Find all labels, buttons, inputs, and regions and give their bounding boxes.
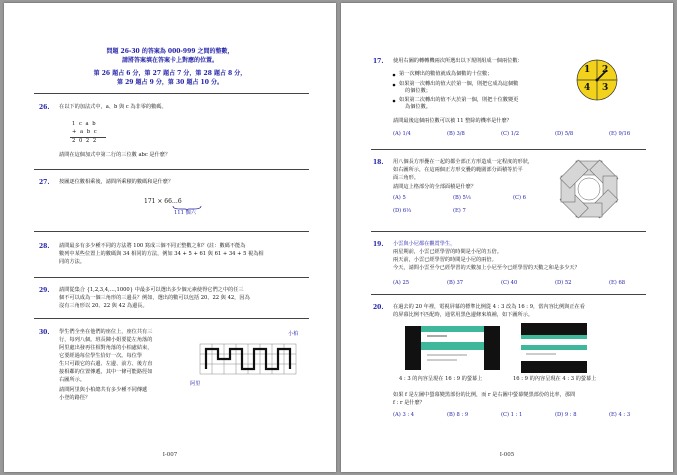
q27-expression: 171 × 66…6 [144, 198, 182, 205]
q26-question: 請問在這個加式中第二行的三位數 abc 是什麼？ [59, 152, 171, 158]
q17-question: 請問最後這個兩位數可以被 11 整除的機率是什麼？ [393, 118, 512, 124]
q18-option-a: (A) 5 [393, 195, 406, 201]
left-page [4, 3, 336, 472]
q18-option-b: (B) 5⅓ [453, 195, 471, 201]
q19-line2: 兩星期前，小雲已經學習的時間是小尼的五倍。 [393, 249, 502, 255]
q20-line4: f : r 是什麼？ [393, 400, 425, 406]
q28-line3: 同的方法。 [59, 259, 85, 265]
caption-standard: 16 : 9 的內容呈現在 4 : 3 的螢幕上 [513, 376, 597, 382]
q17-bullet1: 第一次轉出的數值就成為個數的十位數； [399, 71, 493, 77]
q30-line2: 行，每列八個。班長陳小姐要從左角落的 [59, 337, 153, 343]
page-number: I-007 [162, 452, 178, 458]
header-line-3: 第 26 題占 6 分，第 27 題占 7 分，第 28 題占 8 分， [93, 70, 247, 77]
q19-option-e: (E) 68 [609, 280, 626, 286]
q19-line1: 小雲與小尼都在觀賞學生， [393, 241, 456, 247]
q18-question: 請問這上格部分的全部面積是什麼？ [393, 184, 477, 190]
q18-line3: 面三角形。 [393, 175, 419, 181]
q18-line1: 用八個長方形疊在一起的都全部正方形造成一定程度的形狀， [393, 159, 534, 165]
seat-path-diagram [198, 340, 302, 380]
spinner-label-4: 4 [584, 83, 591, 93]
divider [371, 149, 646, 150]
spinner-icon [575, 58, 619, 102]
q30-line9: 小登的路徑？ [59, 395, 91, 401]
header-line-1: 問題 26-30 的答案為 000-999 之間的整數， [106, 48, 234, 55]
q20-option-c: (C) 1 : 1 [501, 412, 523, 418]
label-end: 小柏 [288, 331, 299, 337]
header-line-2: 請將答案填在答案卡上對應的位置。 [121, 57, 218, 64]
caption-widescreen: 4 : 3 的內容呈現在 16 : 9 的螢幕上 [399, 376, 483, 382]
q30-line7: 右圖所示。 [59, 377, 85, 383]
spinner-label-3: 3 [602, 83, 609, 93]
widescreen-image [405, 326, 500, 370]
q18-option-e: (E) 7 [453, 208, 466, 214]
divider [371, 231, 646, 232]
q30-line8: 請問阿里與小柏總共有多少種不同傳遞 [59, 387, 148, 393]
label-start: 阿里 [190, 381, 201, 387]
divider [34, 277, 309, 278]
q19-option-b: (B) 37 [447, 280, 464, 286]
q27-text: 按圖逐位數相乘後，請問所乘積的數碼和是什麼？ [59, 179, 174, 185]
q29-number: 29. [39, 287, 50, 294]
q20-option-a: (A) 3 : 4 [393, 412, 415, 418]
q18-option-c: (C) 6 [513, 195, 526, 201]
q19-line3: 兩天前，小雲已經學習的時間是小尼的兩倍。 [393, 257, 497, 263]
q27-number: 27. [39, 179, 50, 186]
q30-number: 30. [39, 329, 50, 336]
q26-row1: 1 c a b [72, 121, 97, 127]
divider [34, 318, 309, 319]
q26-number: 26. [39, 104, 50, 111]
q29-line2: 個不可以成為一個三角形的三邊長？例如，選出的數可以包括 20、22 與 42，因為 [59, 295, 250, 301]
q17-option-d: (D) 5/8 [555, 131, 574, 137]
q20-option-e: (E) 4 : 3 [609, 412, 631, 418]
q17-bullet3a: 如果第二次轉出的值不大於第一個，則把十位數變更 [399, 97, 519, 103]
q18-number: 18. [373, 159, 384, 166]
q29-line1: 請問從集合 {1,2,3,4,…,1000} 中最多可以選出多少個元素使得它們之中的任三 [59, 287, 244, 293]
q20-line2: 的屏幕比例不匹配時，通常用黑色邊條來填補，如下圖所示。 [393, 312, 534, 318]
q28-line1: 請問最多有多少種不同的方法將 100 寫成三個不同正整數之和？(註：數碼不能為 [59, 243, 246, 249]
q17-option-a: (A) 1/4 [393, 131, 411, 137]
q30-line1: 學生們全坐在他們的座位上，座位共有三 [59, 329, 153, 335]
divider [34, 93, 309, 94]
q20-line3: 如果 f 是左圖中螢幕變黑部份的比例，而 r 是右圖中螢幕變黑部份的比率，那問 [393, 392, 576, 398]
q18-line2: 如右圖所示，在這兩個正方形交疊的範圍部分面積等於平 [393, 167, 523, 173]
q17-line1: 使用右圖的轉轉機兩次所選出以下規則組成一個兩位數： [393, 58, 523, 64]
divider [34, 231, 309, 232]
q19-option-d: (D) 52 [555, 280, 572, 286]
q19-line4: 今天，請問小雲至今已經學習的天數加上小尼至今已經學習的天數之和是多少天？ [393, 265, 580, 271]
q30-line3: 阿里處出發再往相對角落的小柏處結束， [59, 345, 153, 351]
q30-line5: 生只可跟它的右邊、左邊、前方、後方直 [59, 361, 153, 367]
q30-line6: 接相鄰的位置傳遞，其中一條可能路徑如 [59, 369, 153, 375]
q17-option-c: (C) 1/2 [501, 131, 520, 137]
octagon-diagram [556, 156, 622, 222]
q20-number: 20. [373, 304, 384, 311]
q17-option-e: (E) 9/16 [609, 131, 631, 137]
q18-option-d: (D) 6⅓ [393, 208, 412, 214]
q19-number: 19. [373, 241, 384, 248]
q20-line1: 在過去的 20 年裡，電視屏幕的標準比例從 4 : 3 改為 16 : 9，當內容比例與正在看 [393, 304, 585, 310]
q26-text: 在以下的加法式中，a、b 與 c 為非零的數碼。 [59, 104, 167, 110]
q19-option-c: (C) 40 [501, 280, 518, 286]
divider [371, 294, 646, 295]
q26-row3: 2 0 2 2 [72, 138, 98, 144]
q26-row2: + a b c [72, 129, 98, 135]
bullet-icons [391, 71, 397, 103]
q29-line3: 沒有三角形以 20、22 與 42 為邊長。 [59, 303, 148, 309]
q17-number: 17. [373, 58, 384, 65]
q30-line4: 它要經過每位學生恰好一次。每位學 [59, 353, 143, 359]
q20-option-d: (D) 9 : 8 [555, 412, 577, 418]
q27-brace-label: 111 個六 [174, 210, 196, 216]
q28-line2: 數列中某些位置上的數碼與 34 相同的方法，例如 34 + 5 + 61 與 61 + 34 + 5 視為相 [59, 251, 264, 257]
right-page [341, 3, 673, 472]
header-line-4: 第 29 題占 9 分，第 30 題占 10 分。 [117, 79, 223, 86]
q17-option-b: (B) 3/8 [447, 131, 465, 137]
q17-bullet3b: 為個位數。 [405, 104, 431, 110]
q17-bullet2a: 如果第一次轉出的值大於第一個，則把它成為這個數 [399, 81, 519, 87]
spinner-label-1: 1 [584, 65, 591, 75]
standard-screen-image [521, 323, 587, 373]
q20-option-b: (B) 8 : 9 [447, 412, 469, 418]
divider [34, 169, 309, 170]
q28-number: 28. [39, 243, 50, 250]
page-number: I-005 [499, 452, 515, 458]
q19-option-a: (A) 25 [393, 280, 410, 286]
spinner-label-2: 2 [602, 65, 609, 75]
q17-bullet2b: 的個位數； [405, 88, 431, 94]
